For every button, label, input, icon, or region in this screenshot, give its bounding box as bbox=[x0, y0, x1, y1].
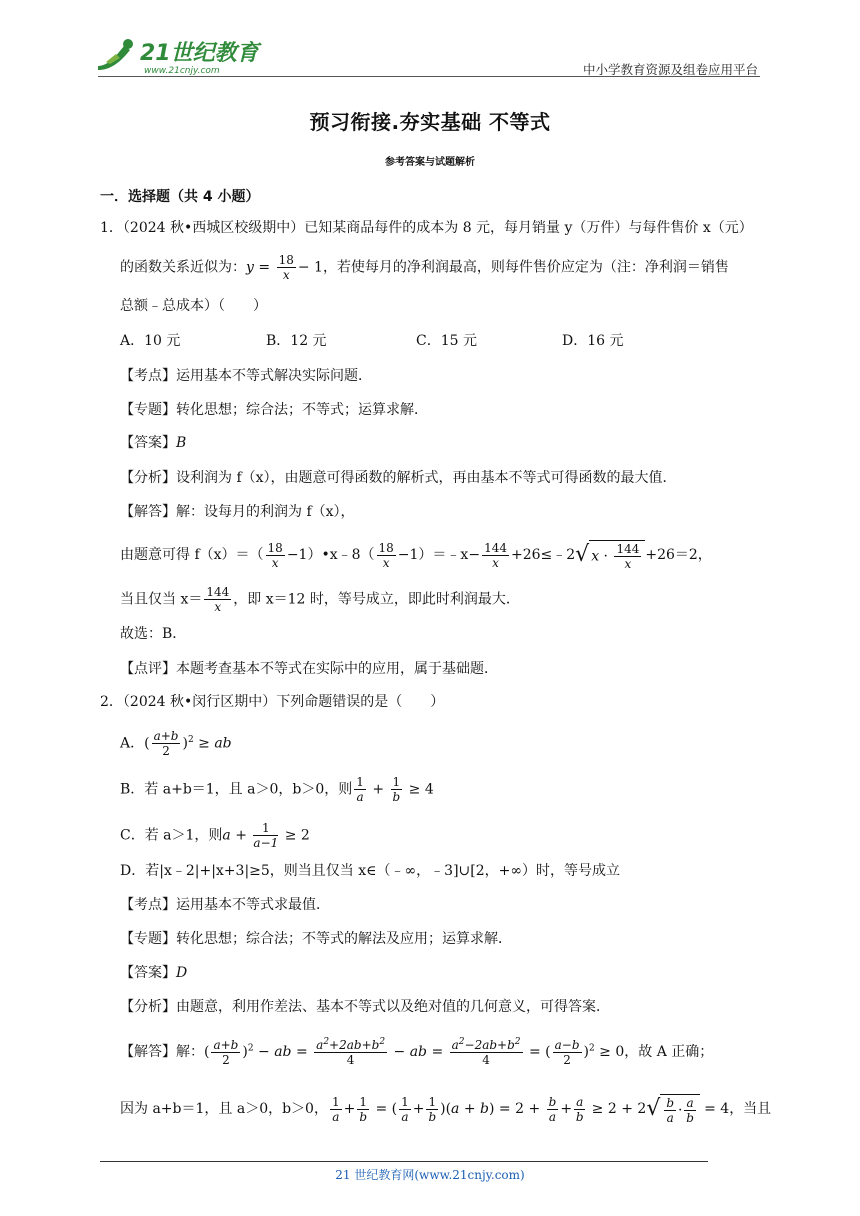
q2-solution-line1: 【解答】解：( $\frac{a+b}{2}$ )$^2$ − ab = $\frac{a^2+2ab+b^2}{4}$ − ab = $\frac{a^2-2ab+b^2}{4}$ = ( $\frac{a-b}{2}$ )$^2$ ≥ 0，故 A 正确； bbox=[120, 1037, 714, 1067]
q2-option-b: B．若 a+b＝1，且 a＞0，b＞0，则 $\frac{1}{a}$ + $\frac{1}{b}$ ≥ 4 bbox=[120, 775, 434, 804]
q1-option-d: D．16 元 bbox=[562, 333, 624, 349]
q1-analysis: 【分析】设利润为 f（x），由题意可得函数的解析式，再由基本不等式可得函数的最大值． bbox=[120, 470, 677, 486]
q1-option-b: B．12 元 bbox=[266, 333, 327, 349]
q2-solution-line2: 因为 a+b＝1，且 a＞0，b＞0， $\frac{1}{a}$ + $\frac{1}{b}$ = ( $\frac{1}{a}$ + $\frac{1}{b}$ )(a + b) = 2 + $\frac{b}{a}$ + $\frac{a}{b}$ ≥ 2 + 2√ $\frac{b}{a}$ · $\frac{a}{b}$ = 4，当且 bbox=[120, 1094, 772, 1125]
site-tagline: 中小学教育资源及组卷应用平台 bbox=[582, 62, 758, 77]
q1-stem-line2: 的函数关系近似为：y = $\frac{18}{x}$ − 1，若使每月的净利润最高，则每件售价应定为（注：净利润＝销售 bbox=[120, 253, 729, 282]
footer-link[interactable]: 21 世纪教育网(www.21cnjy.com) bbox=[335, 1168, 525, 1182]
header-divider bbox=[98, 76, 760, 77]
section-heading: 一．选择题（共 4 小题） bbox=[100, 189, 260, 205]
q1-answer: 【答案】B bbox=[120, 435, 187, 451]
q1-solution-line2: 由题意可得 f（x）＝（ $\frac{18}{x}$ −1）•x﹣8（ $\frac{18}{x}$ −1）＝﹣x− $\frac{144}{x}$ +26≤﹣2√ x · $\frac{144}{x}$ +26＝2， bbox=[120, 540, 712, 571]
site-logo bbox=[94, 36, 264, 78]
q2-option-d: D．若|x﹣2|+|x+3|≥5，则当且仅当 x∈（﹣∞，﹣3]∪[2，+∞）时，等号成立 bbox=[120, 863, 621, 879]
q2-stem: 2．（2024 秋•闵行区期中）下列命题错误的是（ ） bbox=[100, 694, 445, 710]
document-title: 预习衔接.夯实基础 不等式 bbox=[309, 110, 551, 134]
q2-zhuanti: 【专题】转化思想；综合法；不等式的解法及应用；运算求解． bbox=[120, 931, 512, 947]
q2-answer: 【答案】D bbox=[120, 965, 188, 981]
q1-stem-line1: 1．（2024 秋•西城区校级期中）已知某商品每件的成本为 8 元，每月销量 y（万件）与每件售价 x（元） bbox=[100, 220, 753, 236]
q1-choice: 故选：B． bbox=[120, 626, 187, 642]
document-subtitle: 参考答案与试题解析 bbox=[385, 157, 475, 168]
q1-solution-line3: 当且仅当 x＝ $\frac{144}{x}$ ，即 x＝12 时，等号成立，即此时利润最大． bbox=[120, 585, 520, 614]
q1-comment: 【点评】本题考查基本不等式在实际中的应用，属于基础题． bbox=[120, 661, 498, 677]
footer-divider bbox=[100, 1161, 708, 1162]
q1-kaodian: 【考点】运用基本不等式解决实际问题． bbox=[120, 368, 372, 384]
q1-option-c: C．15 元 bbox=[416, 333, 477, 349]
svg-text:www.21cnjy.com: www.21cnjy.com bbox=[144, 66, 220, 76]
q1-stem-line3: 总额﹣总成本）（ ） bbox=[120, 298, 267, 314]
q2-analysis: 【分析】由题意，利用作差法、基本不等式以及绝对值的几何意义，可得答案． bbox=[120, 999, 610, 1015]
q1-solution-intro: 【解答】解：设每月的利润为 f（x）， bbox=[120, 504, 355, 520]
q1-option-a: A．10 元 bbox=[120, 333, 181, 349]
svg-text:21世纪教育: 21世纪教育 bbox=[140, 41, 259, 66]
q2-kaodian: 【考点】运用基本不等式求最值． bbox=[120, 897, 330, 913]
q2-option-c: C．若 a＞1，则a + $\frac{1}{a-1}$ ≥ 2 bbox=[120, 821, 310, 850]
q2-option-a: A．( $\frac{a+b}{2}$ )$^2$ ≥ ab bbox=[120, 729, 232, 759]
q1-zhuanti: 【专题】转化思想；综合法；不等式；运算求解． bbox=[120, 402, 428, 418]
